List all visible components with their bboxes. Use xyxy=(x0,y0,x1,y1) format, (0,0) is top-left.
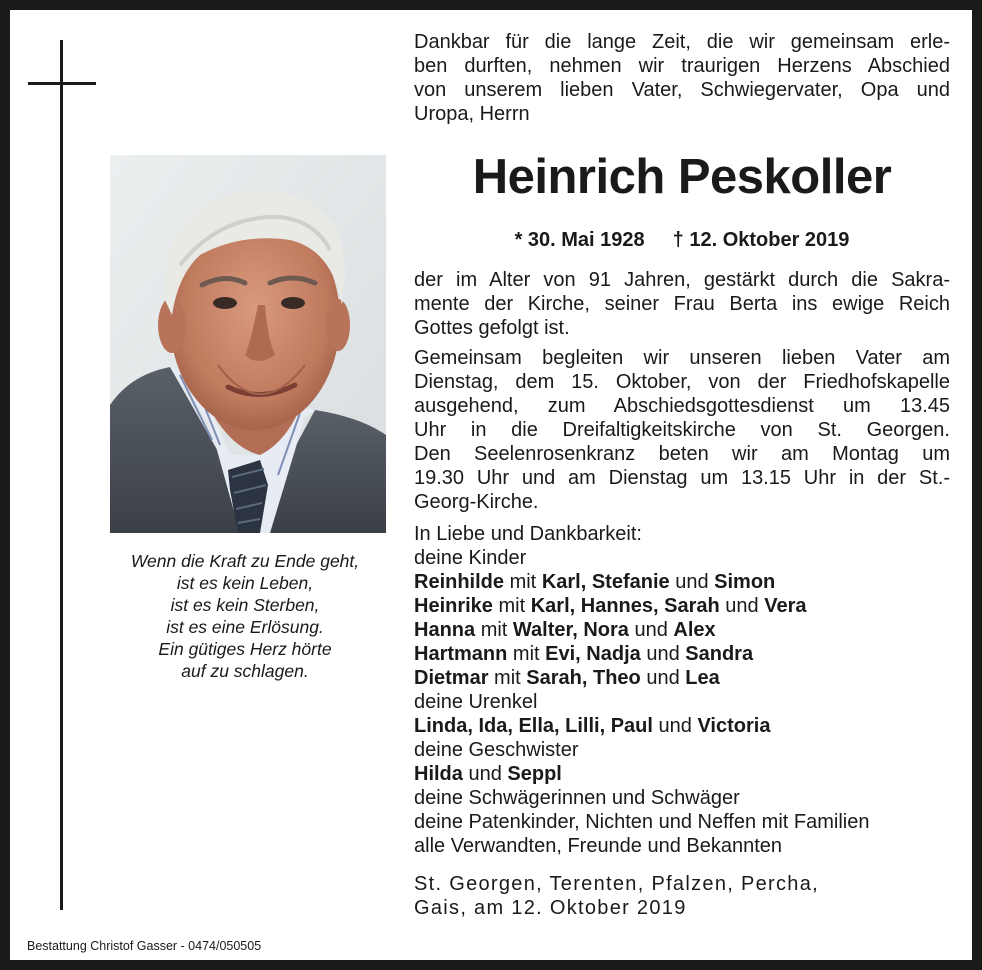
intro-line: Uropa, Herrn xyxy=(414,103,530,125)
poem-line: Ein gütiges Herz hörte xyxy=(158,639,332,659)
intro-line: Dankbar für die lange Zeit, die wir gemeinsam erle- xyxy=(414,31,950,53)
extra-line: deine Schwägerinnen und Schwäger xyxy=(414,787,740,809)
cross-icon-bar xyxy=(28,82,96,85)
mourners-list xyxy=(414,522,950,858)
intro-line: von unserem lieben Vater, Schwiegervater, Opa und xyxy=(414,79,950,101)
cross-icon xyxy=(60,40,63,910)
kinder-label: deine Kinder xyxy=(414,547,527,569)
child-line: Hartmann mit Evi, Nadja und Sandra xyxy=(414,643,754,665)
urenkel-line: Linda, Ida, Ella, Lilli, Paul und Victoria xyxy=(414,715,771,737)
obituary-card xyxy=(10,10,972,960)
poem-line: ist es kein Sterben, xyxy=(170,595,320,615)
geschwister-line: Hilda und Seppl xyxy=(414,763,562,785)
paragraph-funeral xyxy=(414,346,950,514)
text-line: Gemeinsam begleiten wir unseren lieben Vater am xyxy=(414,347,950,369)
text-line: Uhr in die Dreifaltigkeitskirche von St. Georgen. xyxy=(414,419,950,441)
text-line: 19.30 Uhr und am Dienstag um 13.15 Uhr in der St.- xyxy=(414,467,950,489)
text-line: Dienstag, dem 15. Oktober, von der Friedhofskapelle xyxy=(414,371,950,393)
poem-line: Wenn die Kraft zu Ende geht, xyxy=(130,551,360,571)
life-dates xyxy=(414,228,950,252)
poem-line: ist es eine Erlösung. xyxy=(166,617,324,637)
extra-line: deine Patenkinder, Nichten und Neffen mit Familien xyxy=(414,811,870,833)
birth-date: * 30. Mai 1928 xyxy=(514,229,645,251)
geschwister-label: deine Geschwister xyxy=(414,739,579,761)
urenkel-label: deine Urenkel xyxy=(414,691,538,713)
intro-text xyxy=(414,30,950,126)
place-line: St. Georgen, Terenten, Pfalzen, Percha, xyxy=(414,873,819,895)
place-line: Gais, am 12. Oktober 2019 xyxy=(414,897,687,919)
child-line: Heinrike mit Karl, Hannes, Sarah und Vera xyxy=(414,595,807,617)
child-line: Dietmar mit Sarah, Theo und Lea xyxy=(414,667,720,689)
child-line: Hanna mit Walter, Nora und Alex xyxy=(414,619,716,641)
death-date: † 12. Oktober 2019 xyxy=(672,229,850,251)
text-line: Gottes gefolgt ist. xyxy=(414,317,570,339)
intro-line: ben durften, nehmen wir traurigen Herzens Abschied xyxy=(414,55,950,77)
deceased-name: Heinrich Peskoller xyxy=(472,150,892,204)
text-line: ausgehend, zum Abschiedsgottesdienst um 13.45 xyxy=(414,395,950,417)
text-line: Georg-Kirche. xyxy=(414,491,539,513)
text-line: der im Alter von 91 Jahren, gestärkt durch die Sakra- xyxy=(414,269,950,291)
poem-line: auf zu schlagen. xyxy=(181,661,309,681)
text-line: Den Seelenrosenkranz beten wir am Montag um xyxy=(414,443,950,465)
text-line: mente der Kirche, seiner Frau Berta ins ewige Reich xyxy=(414,293,950,315)
portrait-photo xyxy=(110,155,386,533)
funeral-home-credit: Bestattung Christof Gasser - 0474/050505 xyxy=(27,939,262,953)
mourners-heading: In Liebe und Dankbarkeit: xyxy=(414,523,642,545)
child-line: Reinhilde mit Karl, Stefanie und Simon xyxy=(414,571,776,593)
place-date xyxy=(414,872,914,920)
extra-line: alle Verwandten, Freunde und Bekannten xyxy=(414,835,783,857)
poem xyxy=(100,550,390,682)
poem-line: ist es kein Leben, xyxy=(176,573,314,593)
paragraph-passing xyxy=(414,268,950,340)
